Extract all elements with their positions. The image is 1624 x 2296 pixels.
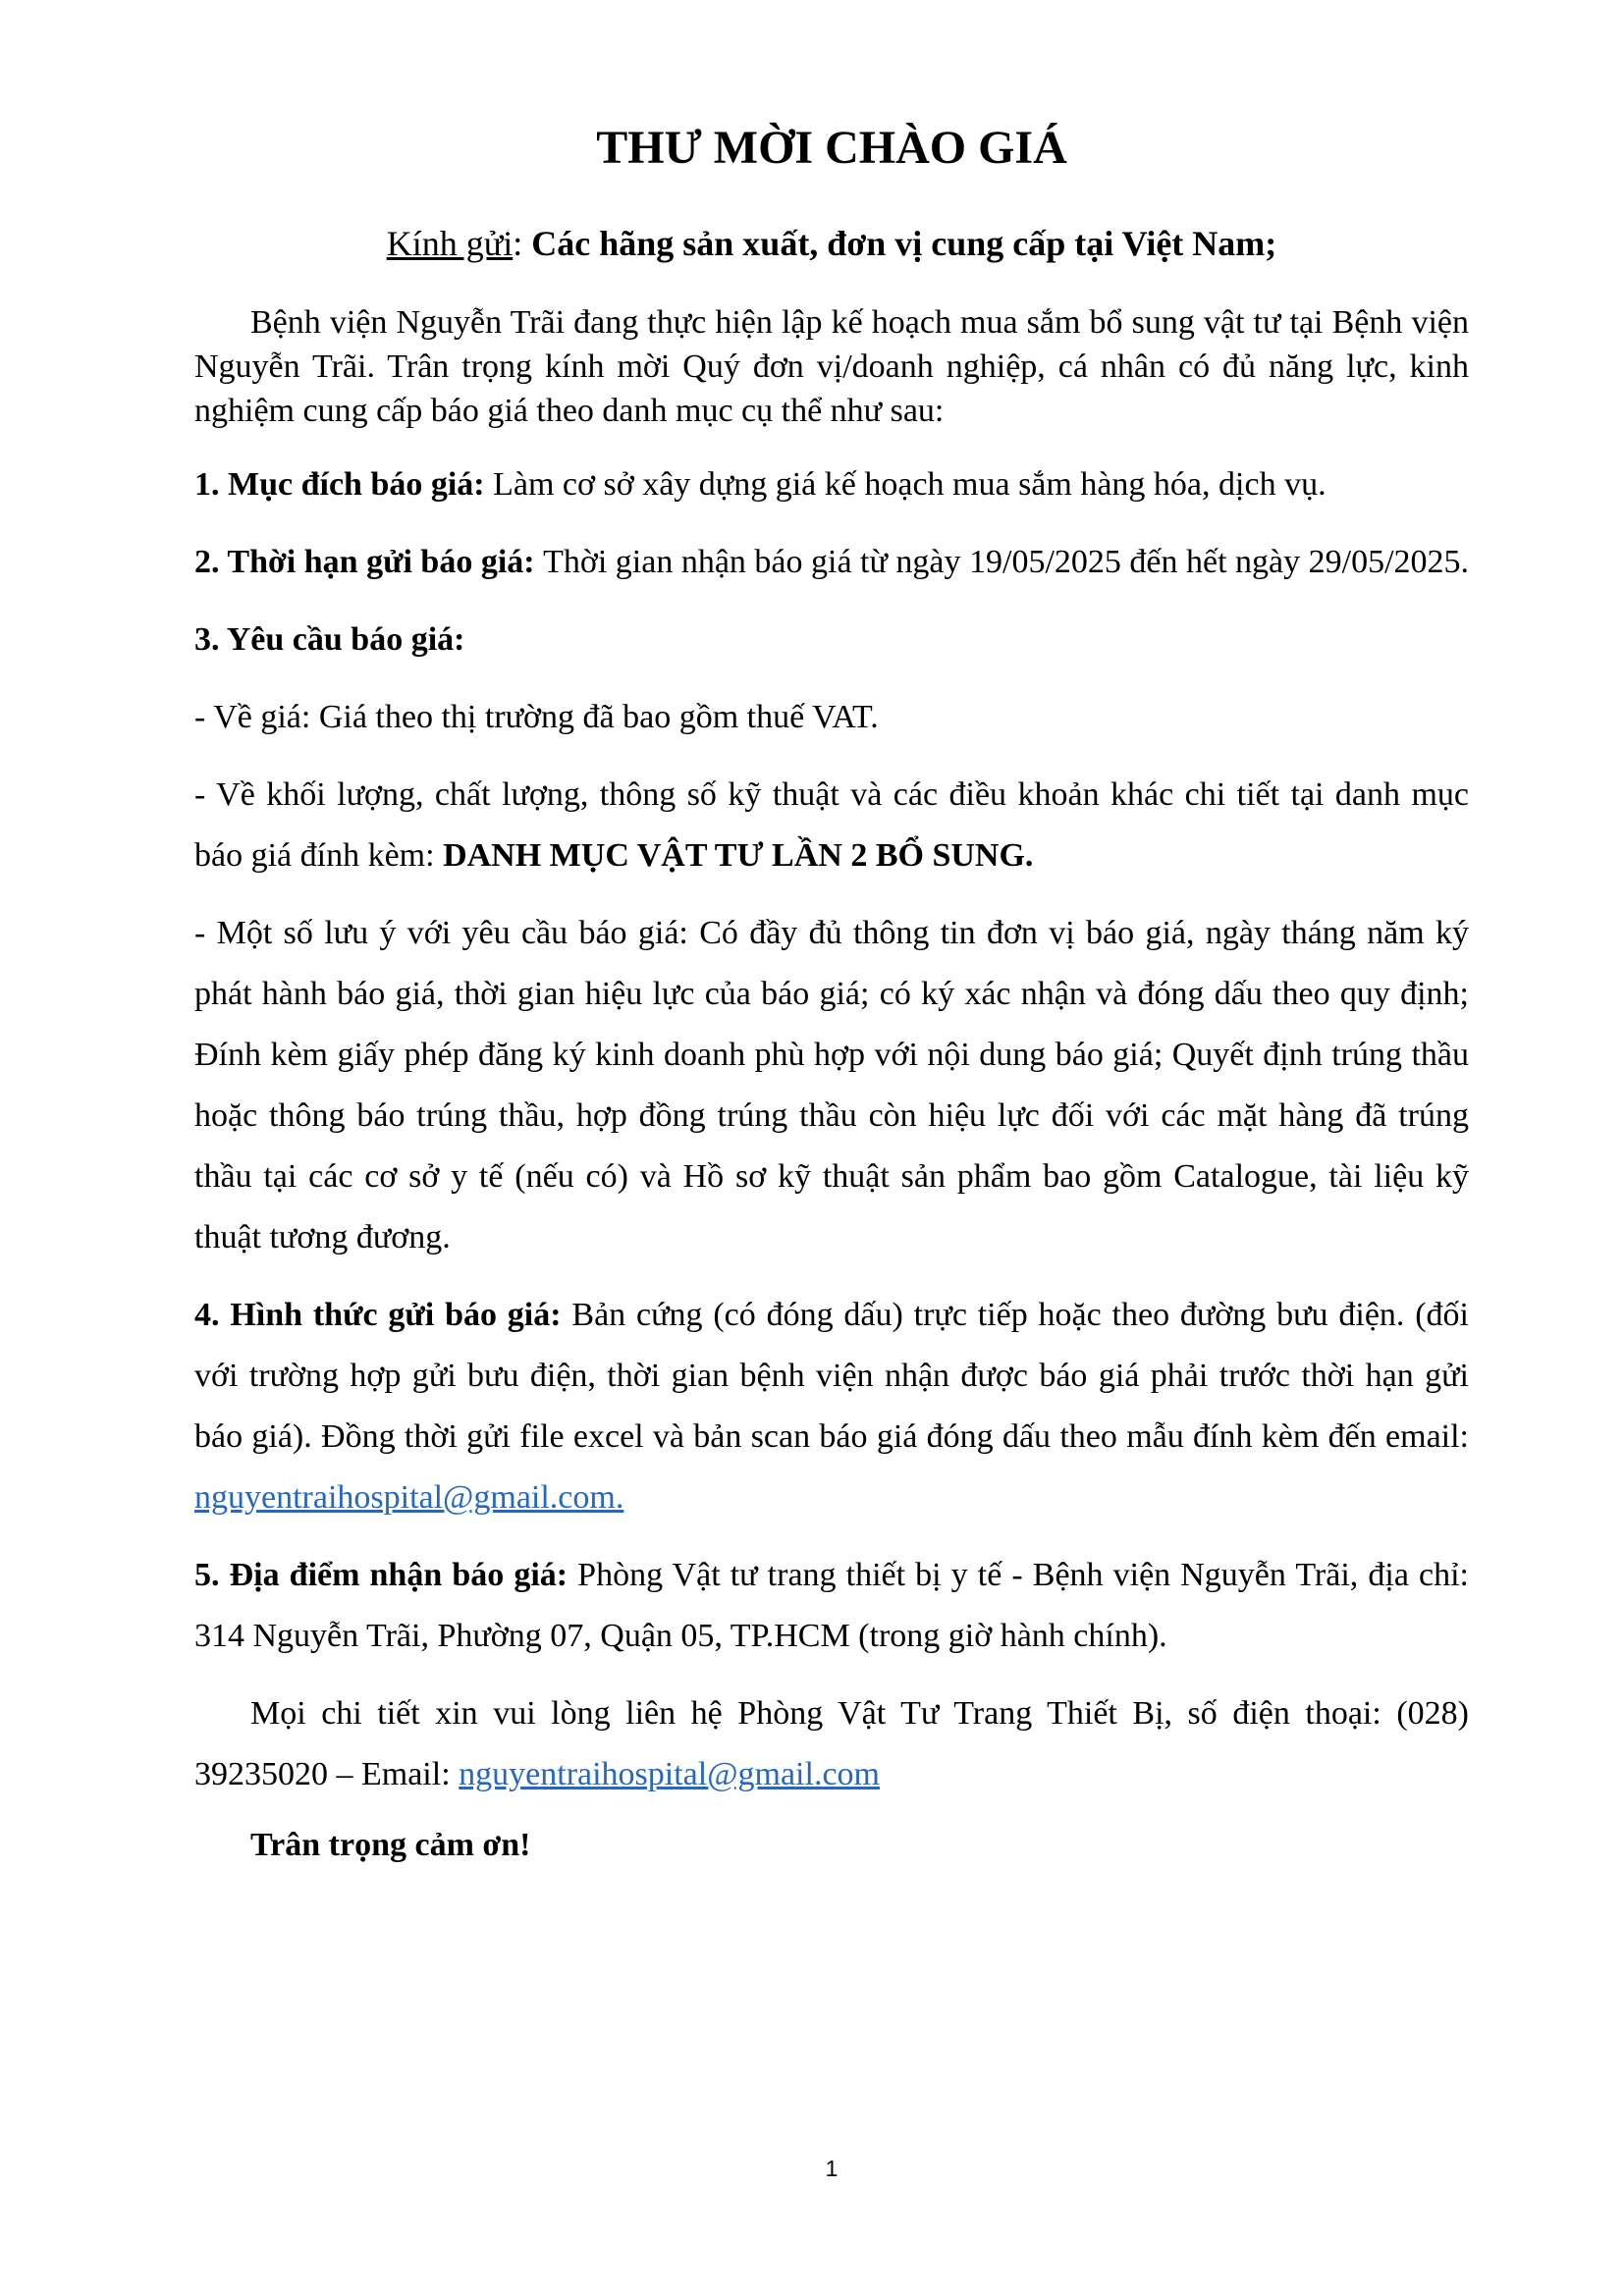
section-2-text: Thời gian nhận báo giá từ ngày 19/05/2025 đến hết ngày 29/05/2025.	[543, 544, 1470, 580]
section-5-heading: 5. Địa điểm nhận báo giá:	[194, 1557, 578, 1593]
section-4-heading: 4. Hình thức gửi báo giá:	[194, 1297, 572, 1333]
salutation-line	[194, 216, 1469, 271]
section-2-deadline	[194, 532, 1469, 593]
bullet-specs-text: - Về khối lượng, chất lượng, thông số kỹ thuật và các điều khoản khác chi tiết tại danh mục báo giá đính kèm:	[194, 776, 1469, 874]
bullet-specs-attachment-name: DANH MỤC VẬT TƯ LẦN 2 BỔ SUNG.	[443, 837, 1034, 874]
salutation-recipient: Các hãng sản xuất, đơn vị cung cấp tại Việt Nam;	[531, 224, 1277, 263]
page-number: 1	[825, 2156, 839, 2181]
section-3-heading: 3. Yêu cầu báo giá:	[194, 621, 465, 658]
section-1-purpose	[194, 454, 1469, 515]
email-link-section-4[interactable]: nguyentraihospital@gmail.com.	[194, 1479, 624, 1516]
contact-paragraph	[194, 1683, 1469, 1805]
salutation-colon: :	[513, 224, 532, 263]
intro-paragraph: Bệnh viện Nguyễn Trãi đang thực hiện lập kế hoạch mua sắm bổ sung vật tư tại Bệnh viện Nguyễn Trãi. Trân trọng kính mời Quý đơn vị/doanh nghiệp, cá nhân có đủ năng lực, kinh nghiệm cung cấp báo giá theo danh mục cụ thể như sau:	[194, 304, 1469, 429]
closing-line: Trân trọng cảm ơn!	[250, 1827, 531, 1863]
document-title: THƯ MỜI CHÀO GIÁ	[596, 122, 1067, 174]
bullet-price: - Về giá: Giá theo thị trường đã bao gồm thuế VAT.	[194, 699, 879, 735]
section-5-text: Phòng Vật tư trang thiết bị y tế - Bệnh viện Nguyễn Trãi, địa chỉ: 314 Nguyễn Trãi, Phường 07, Quận 05, TP.HCM (trong giờ hành chính).	[194, 1557, 1469, 1654]
section-5-address	[194, 1545, 1469, 1667]
email-link-contact[interactable]: nguyentraihospital@gmail.com	[459, 1756, 880, 1792]
contact-text: Mọi chi tiết xin vui lòng liên hệ Phòng Vật Tư Trang Thiết Bị, số điện thoại: (028) 39235020 – Email:	[194, 1695, 1469, 1792]
section-2-heading: 2. Thời hạn gửi báo giá:	[194, 544, 544, 580]
section-1-heading: 1. Mục đích báo giá:	[194, 466, 494, 503]
section-1-text: Làm cơ sở xây dựng giá kế hoạch mua sắm hàng hóa, dịch vụ.	[493, 466, 1326, 503]
section-4-delivery-method	[194, 1285, 1469, 1528]
section-4-text: Bản cứng (có đóng dấu) trực tiếp hoặc theo đường bưu điện. (đối với trường hợp gửi bưu điện, thời gian bệnh viện nhận được báo giá phải trước thời hạn gửi báo giá). Đồng thời gửi file excel và bản scan báo giá đóng dấu theo mẫu đính kèm đến email:	[194, 1297, 1470, 1455]
salutation-label: Kính gửi	[386, 224, 514, 263]
section-3-requirements	[194, 610, 1469, 670]
bullet-notes: - Một số lưu ý với yêu cầu báo giá: Có đầy đủ thông tin đơn vị báo giá, ngày tháng năm ký phát hành báo giá, thời gian hiệu lực của báo giá; có ký xác nhận và đóng dấu theo quy định; Đính kèm giấy phép đăng ký kinh doanh phù hợp với nội dung báo giá; Quyết định trúng thầu hoặc thông báo trúng thầu, hợp đồng trúng thầu còn hiệu lực đối với các mặt hàng đã trúng thầu tại các cơ sở y tế (nếu có) và Hồ sơ kỹ thuật sản phẩm bao gồm Catalogue, tài liệu kỹ thuật tương đương.	[194, 915, 1469, 1255]
bullet-specs	[194, 765, 1469, 886]
